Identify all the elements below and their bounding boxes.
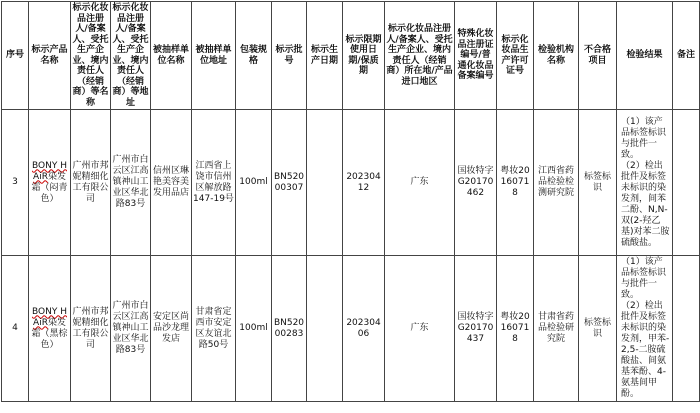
header-cell: 检验机构名称 xyxy=(534,2,579,110)
note xyxy=(673,110,700,256)
package-spec: 100ml xyxy=(236,110,272,256)
header-cell: 检验结果 xyxy=(617,2,673,110)
sampled-unit-name: 信州区琳艳美容美发用品店 xyxy=(151,110,192,256)
header-cell: 标示限期使用日期/保质期 xyxy=(343,2,385,110)
header-row xyxy=(2,2,700,110)
sampled-unit-address: 江西省上饶市信州区解放路147-19号 xyxy=(192,110,236,256)
product-name-rest: 染发霜（黑棕色） xyxy=(31,317,68,350)
failed-item: 标签标识 xyxy=(579,256,617,402)
expiry-date: 20230406 xyxy=(343,256,385,402)
company-name: 广州市邦妮精细化工有限公司 xyxy=(71,110,111,256)
header-cell: 被抽样单位地址 xyxy=(192,2,236,110)
region: 广东 xyxy=(385,110,455,256)
header-cell: 特殊化妆品注册证编号/普通化妆品备案编号 xyxy=(455,2,497,110)
license-number: 粤妆20160718 xyxy=(497,256,534,402)
header-cell: 标示生产日期 xyxy=(307,2,343,110)
table-row xyxy=(2,110,700,256)
package-spec: 100ml xyxy=(236,256,272,402)
product-brand: BONY HAiR xyxy=(32,306,67,328)
registration-number: 国妆特字G20170462 xyxy=(455,110,497,256)
test-result: （1）该产品标签标识与批件一致。 （2）检出批件及标签未标识的染发剂，间苯二酚、N,N-双(2-羟乙基)对苯二胺硫酸盐。 xyxy=(617,110,673,256)
header-cell: 标示化妆品生产许可证号 xyxy=(497,2,534,110)
header-cell: 备注 xyxy=(673,2,700,110)
production-date xyxy=(307,110,343,256)
lab-name: 甘肃省药品检验研究院 xyxy=(534,256,579,402)
sampled-unit-name: 安定区尚品沙龙理发店 xyxy=(151,256,192,402)
table-row xyxy=(2,256,700,402)
product-name xyxy=(29,110,71,256)
product-name xyxy=(29,256,71,402)
header-cell: 序号 xyxy=(2,2,29,110)
row-number: 3 xyxy=(2,110,29,256)
inspection-table xyxy=(1,1,700,402)
license-number: 粤妆20160718 xyxy=(497,110,534,256)
row-number: 4 xyxy=(2,256,29,402)
header-cell: 标示化妆品注册人/备案人、受托生产企业、境内责任人（经销商）所在地/产品进口地区 xyxy=(385,2,455,110)
region: 广东 xyxy=(385,256,455,402)
company-address: 广州市白云区江高镇神山工业区华北路83号 xyxy=(111,256,151,402)
header-cell: 标示批号 xyxy=(272,2,307,110)
lab-name: 江西省药品检验检测研究院 xyxy=(534,110,579,256)
header-cell: 标示化妆品注册人/备案人、受托生产企业、境内责任人（经销商）等地址 xyxy=(112,3,149,108)
batch-number: BN52000307 xyxy=(272,110,307,256)
sampled-unit-address: 甘肃省定西市安定区友谊北路50号 xyxy=(192,256,236,402)
product-brand: BONY HAiR xyxy=(32,160,67,182)
header-cell: 不合格项目 xyxy=(579,2,617,110)
expiry-date: 20230412 xyxy=(343,110,385,256)
header-cell: 包装规格 xyxy=(236,2,272,110)
header-cell: 标示化妆品注册人/备案人、受托生产企业、境内责任人（经销商）等名称 xyxy=(72,3,109,108)
product-name-rest: 染发霜（闷青色） xyxy=(31,171,68,204)
test-result: （1）该产品标签标识与批件一致。 （2）检出批件及标签未标识的染发剂，甲苯-2,5-二胺硫酸盐、间氨基苯酚、4-氨基间甲酚。 xyxy=(617,256,673,402)
company-name: 广州市邦妮精细化工有限公司 xyxy=(71,256,111,402)
note xyxy=(673,256,700,402)
registration-number: 国妆特字G20170437 xyxy=(455,256,497,402)
batch-number: BN52000283 xyxy=(272,256,307,402)
header-cell: 标示产品名称 xyxy=(29,2,71,110)
header-cell: 被抽样单位名称 xyxy=(151,2,192,110)
company-address: 广州市白云区江高镇神山工业区华北路83号 xyxy=(111,110,151,256)
production-date xyxy=(307,256,343,402)
failed-item: 标签标识 xyxy=(579,110,617,256)
